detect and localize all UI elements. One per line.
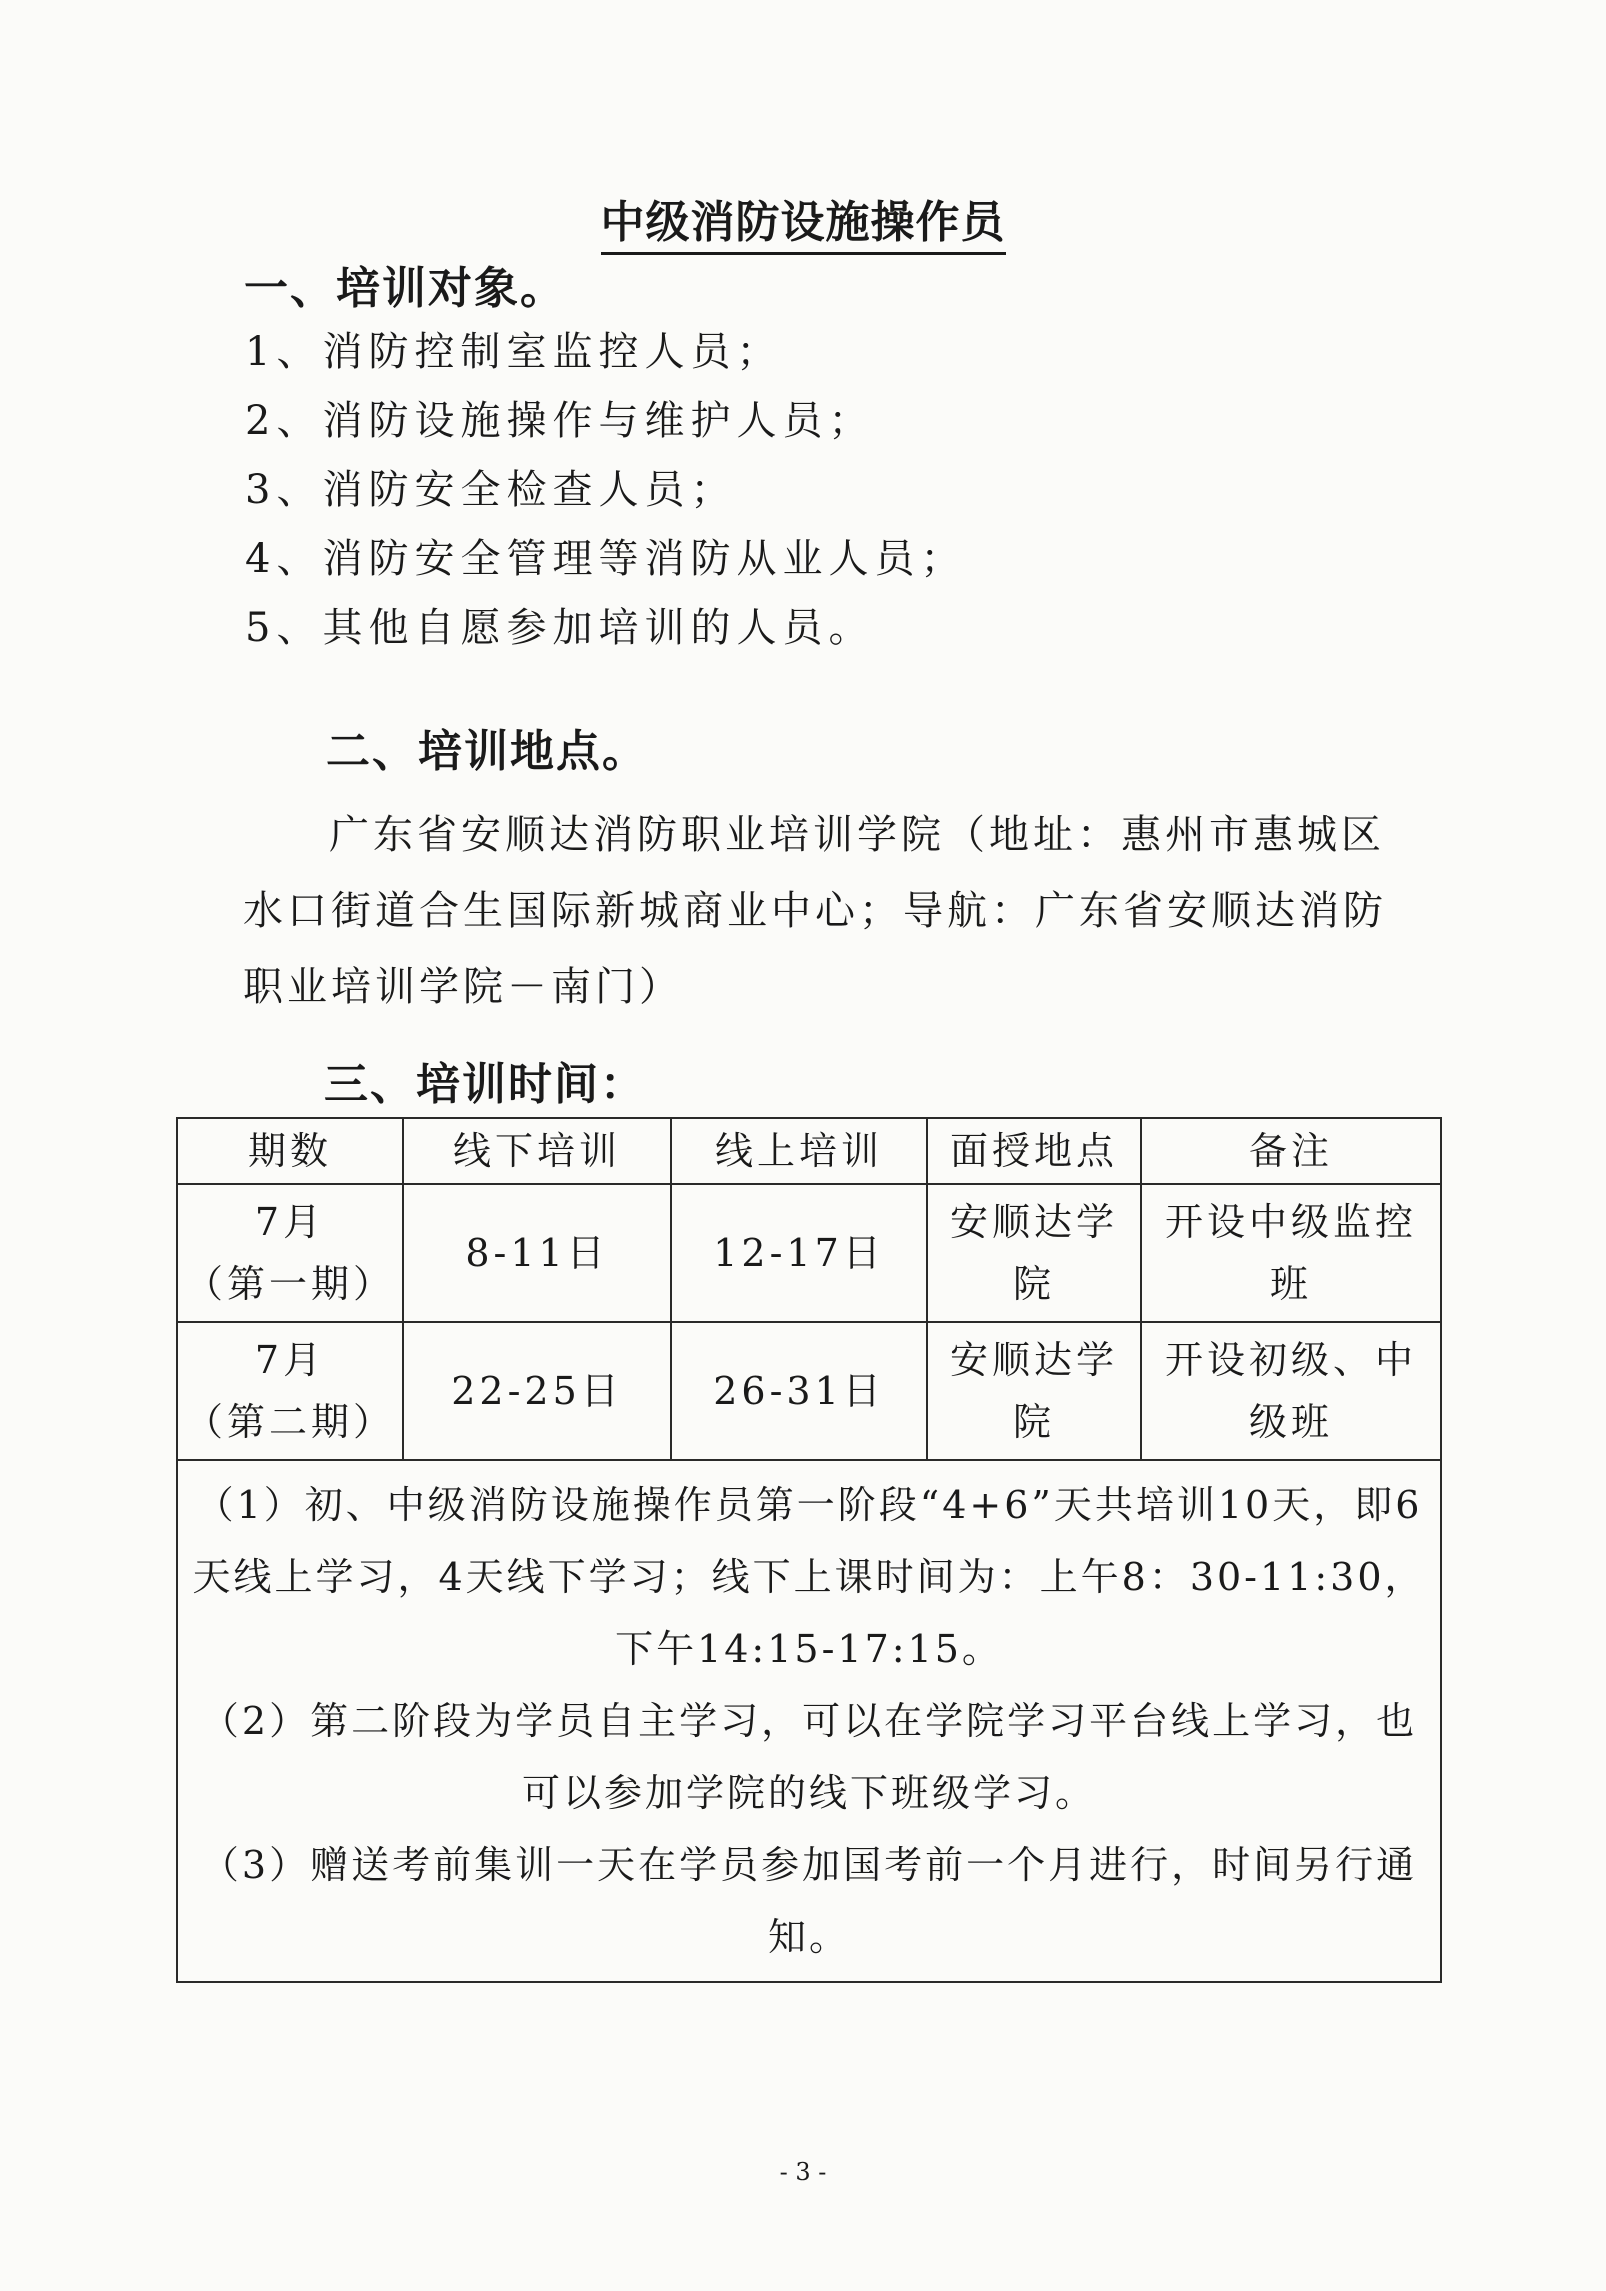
- location-cell: [927, 1184, 1141, 1322]
- col-header-location: 面授地点: [927, 1118, 1141, 1184]
- section2-heading: 二、培训地点。: [326, 726, 648, 777]
- location-text: 安顺达学: [949, 1338, 1118, 1382]
- location-line: 广东省安顺达消防职业培训学院（地址：惠州市惠城区: [329, 812, 1385, 858]
- location-paragraph: [243, 797, 1393, 1025]
- online-cell: 12-17日: [671, 1184, 927, 1322]
- period-cell: [177, 1322, 403, 1460]
- location-cell: [927, 1322, 1141, 1460]
- period-month: 7月: [254, 1338, 326, 1382]
- list-item: 1、消防控制室监控人员；: [245, 329, 783, 375]
- list-item: 3、消防安全检查人员；: [245, 467, 737, 513]
- online-cell: 26-31日: [671, 1322, 927, 1460]
- page-number: - 3 -: [779, 2158, 827, 2186]
- remark-cell: [1141, 1322, 1441, 1460]
- location-line: 水口街道合生国际新城商业中心；导航：广东省安顺达消防: [243, 888, 1387, 934]
- target-audience-list: [245, 318, 966, 663]
- section1-heading: 一、培训对象。: [244, 263, 566, 314]
- remark-cell: [1141, 1184, 1441, 1322]
- table-row: [177, 1184, 1441, 1322]
- page-title: [0, 186, 1606, 250]
- title-text: 中级消防设施操作员: [601, 197, 1006, 255]
- remark-text: 开设初级、中: [1164, 1338, 1417, 1382]
- note-item: （3）赠送考前集训一天在学员参加国考前一个月进行，时间另行通知。: [200, 1843, 1418, 1959]
- list-item: 4、消防安全管理等消防从业人员；: [245, 536, 967, 582]
- notes-row: [177, 1460, 1441, 1982]
- remark-text: 级班: [1248, 1400, 1333, 1444]
- table-row: [177, 1322, 1441, 1460]
- note-item: （2）第二阶段为学员自主学习，可以在学院学习平台线上学习，也可以参加学院的线下班级学习。: [200, 1699, 1418, 1815]
- notes-cell: [177, 1460, 1441, 1982]
- period-month: 7月: [254, 1200, 326, 1244]
- location-text: 院: [1012, 1262, 1055, 1306]
- note-item: （1）初、中级消防设施操作员第一阶段“4+6”天共培训10天，即6天线上学习，4天线下学习；线下上课时间为：上午8：30-11:30，下午14:15-17:15。: [192, 1483, 1426, 1671]
- offline-cell: 22-25日: [403, 1322, 671, 1460]
- period-cell: [177, 1184, 403, 1322]
- col-header-remarks: 备注: [1141, 1118, 1441, 1184]
- table-header-row: [177, 1118, 1441, 1184]
- period-name: （第一期）: [184, 1262, 395, 1306]
- location-line: 职业培训学院－南门）: [243, 964, 683, 1010]
- col-header-offline: 线下培训: [403, 1118, 671, 1184]
- col-header-online: 线上培训: [671, 1118, 927, 1184]
- section3-heading: 三、培训时间：: [324, 1059, 646, 1110]
- period-name: （第二期）: [184, 1400, 395, 1444]
- location-text: 安顺达学: [949, 1200, 1118, 1244]
- list-item: 2、消防设施操作与维护人员；: [245, 398, 875, 444]
- offline-cell: 8-11日: [403, 1184, 671, 1322]
- remark-text: 班: [1269, 1262, 1312, 1306]
- schedule-table: [176, 1117, 1442, 1983]
- list-item: 5、其他自愿参加培训的人员。: [245, 605, 875, 651]
- col-header-period: 期数: [177, 1118, 403, 1184]
- location-text: 院: [1012, 1400, 1055, 1444]
- remark-text: 开设中级监控: [1164, 1200, 1417, 1244]
